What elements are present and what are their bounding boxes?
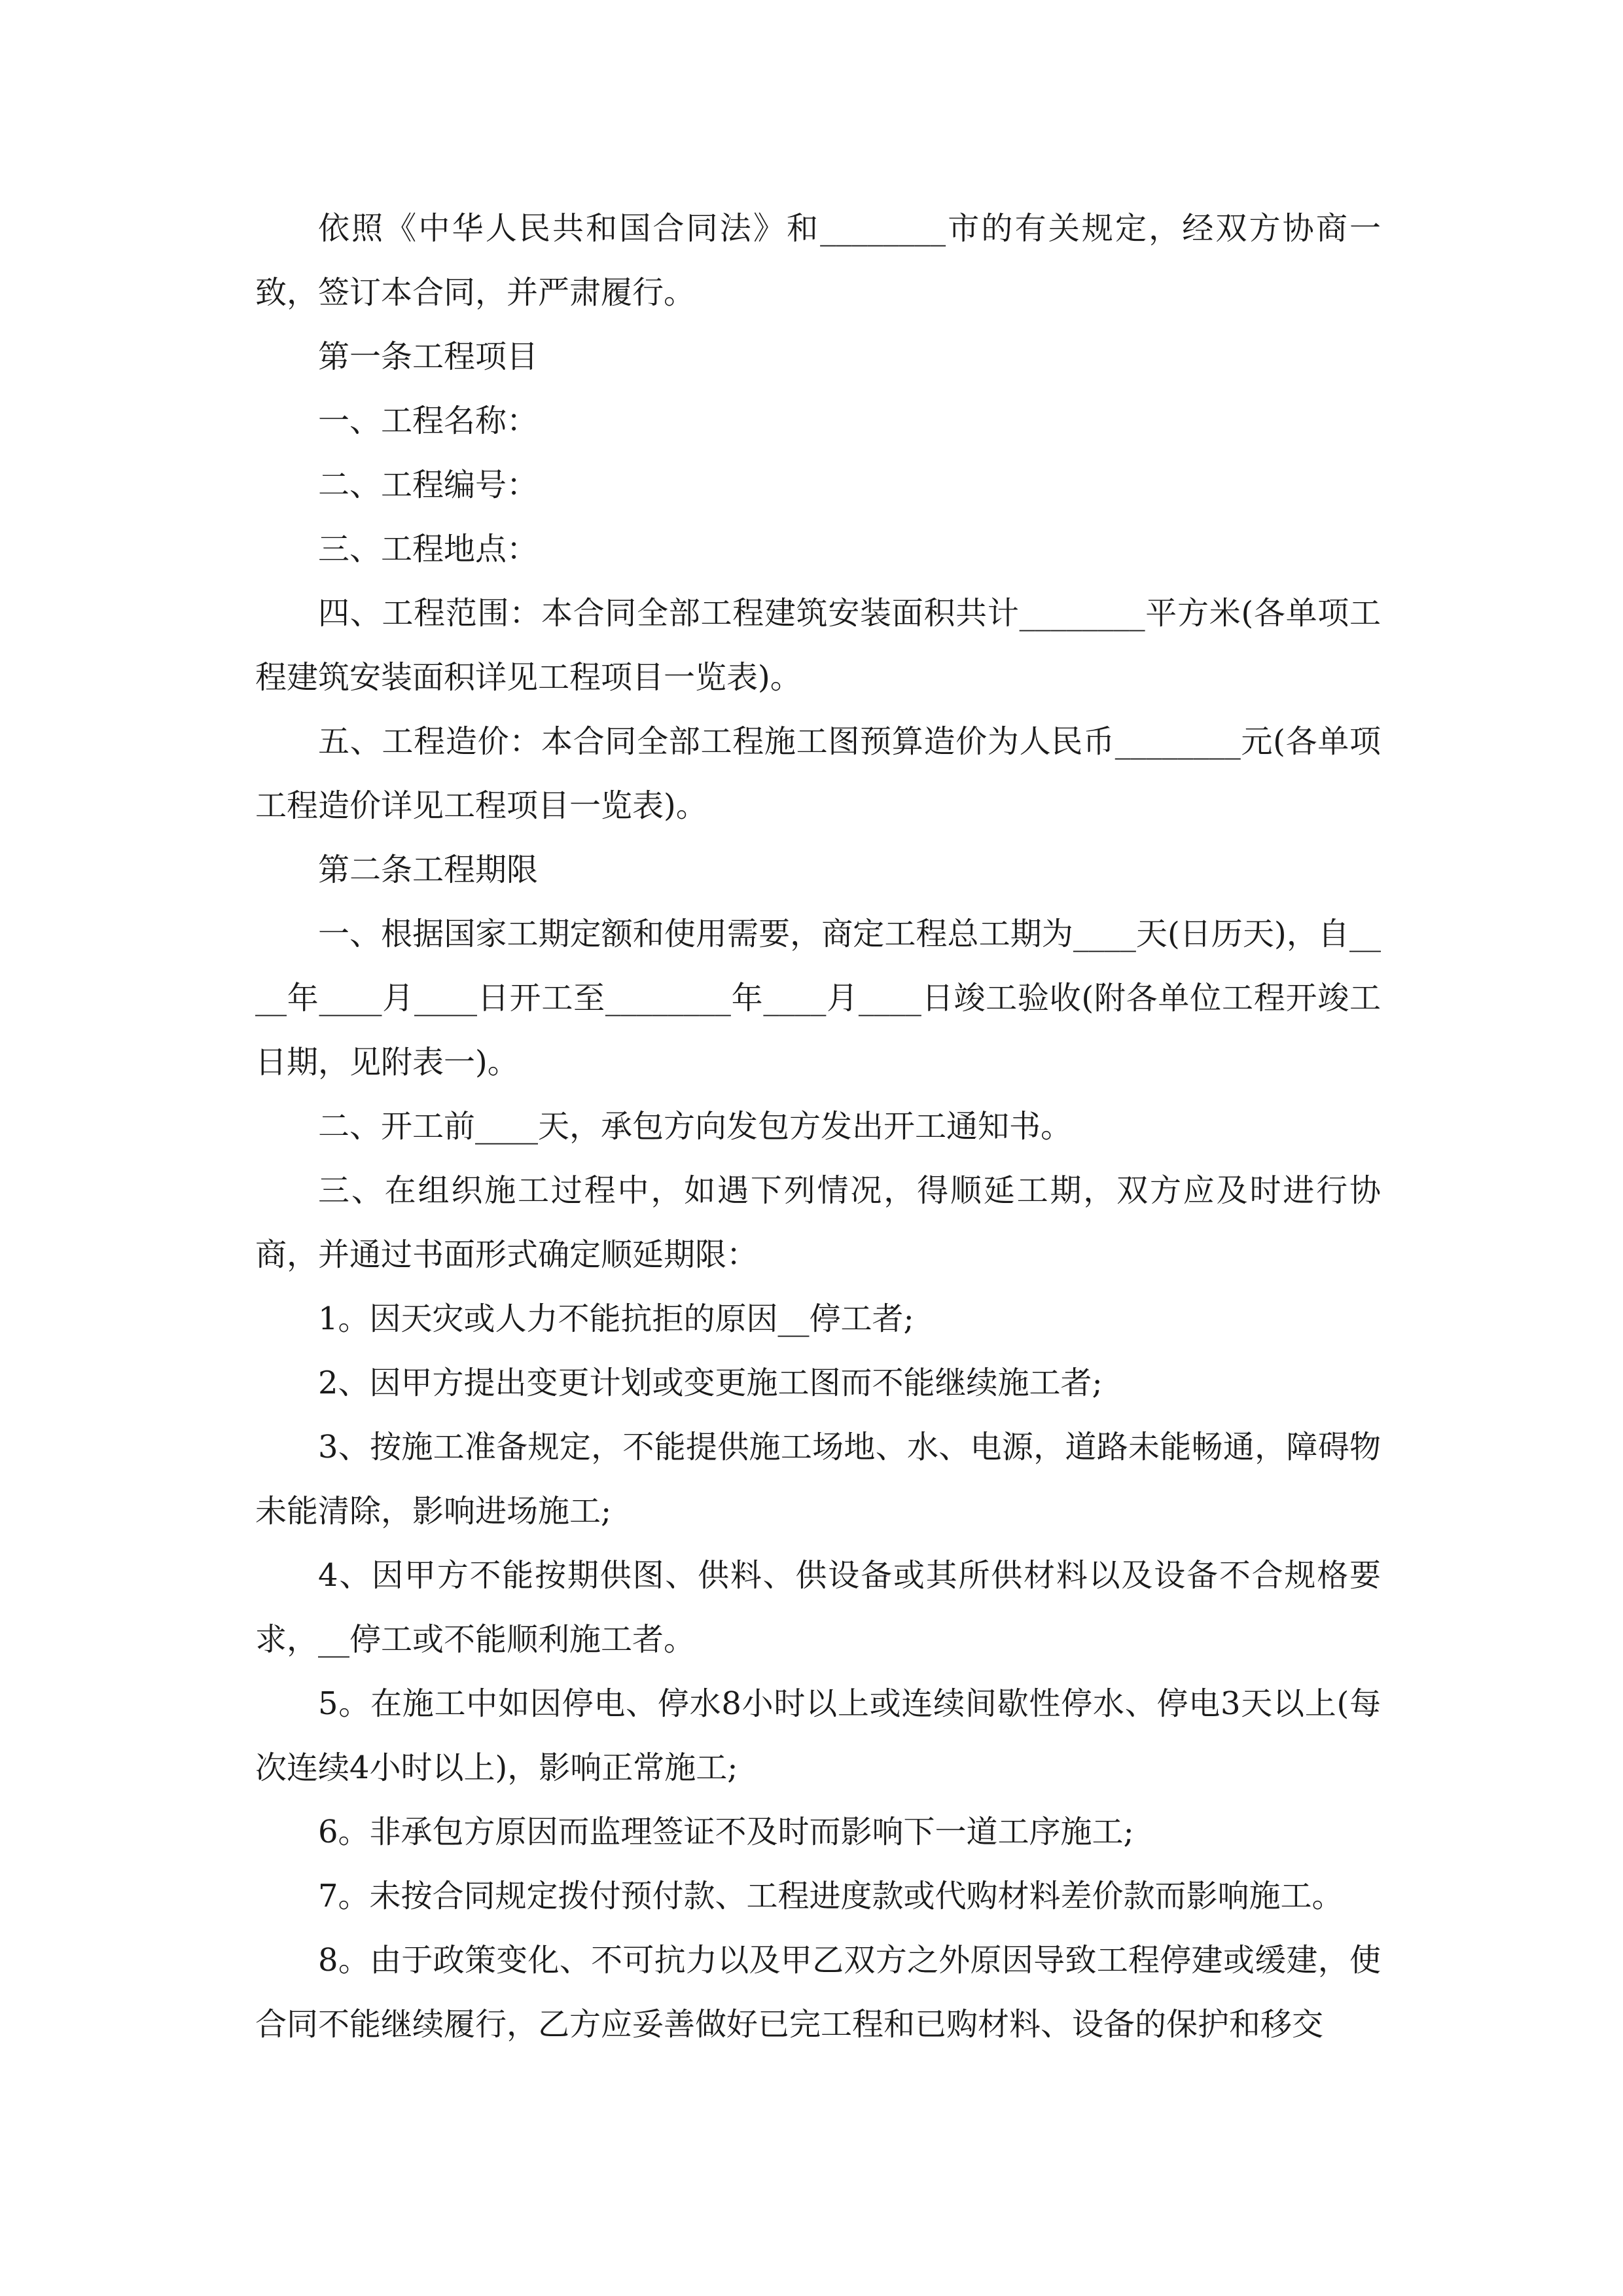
list-item: 3、按施工准备规定，不能提供施工场地、水、电源，道路未能畅通，障碍物未能清除，影响进场施工;: [255, 1429, 1381, 1530]
list-item: 4、因甲方不能按期供图、供料、供设备或其所供材料以及设备不合规格要求，__停工或不能顺利施工者。: [255, 1557, 1381, 1658]
duration-paragraph: 一、根据国家工期定额和使用需要，商定工程总工期为____天(日历天)，自____年____月____日开工至________年____月____日竣工验收(附各单位工程开竣工日期，见附表一)。: [255, 916, 1381, 1081]
notice-paragraph: 二、开工前____天，承包方向发包方发出开工通知书。: [318, 1108, 1073, 1145]
list-item: 6。非承包方原因而监理签证不及时而影响下一道工序施工;: [318, 1814, 1134, 1850]
article-2-heading: 第二条工程期限: [318, 852, 539, 888]
extension-paragraph: 三、在组织施工过程中，如遇下列情况，得顺延工期，双方应及时进行协商，并通过书面形式确定顺延期限：: [255, 1172, 1381, 1273]
project-number-line: 二、工程编号：: [318, 467, 539, 503]
document-body: [255, 196, 1381, 2056]
list-item: 1。因天灾或人力不能抗拒的原因__停工者;: [318, 1300, 914, 1337]
intro-paragraph: 依照《中华人民共和国合同法》和________市的有关规定，经双方协商一致，签订本合同，并严肃履行。: [255, 210, 1381, 311]
project-name-line: 一、工程名称：: [318, 403, 539, 439]
project-location-line: 三、工程地点：: [318, 531, 539, 567]
project-scope-paragraph: 四、工程范围：本合同全部工程建筑安装面积共计________平方米(各单项工程建筑安装面积详见工程项目一览表)。: [255, 595, 1381, 696]
project-cost-paragraph: 五、工程造价：本合同全部工程施工图预算造价为人民币________元(各单项工程造价详见工程项目一览表)。: [255, 723, 1381, 824]
article-1-heading: 第一条工程项目: [318, 338, 539, 375]
list-item: 8。由于政策变化、不可抗力以及甲乙双方之外原因导致工程停建或缓建，使合同不能继续履行，乙方应妥善做好已完工程和已购材料、设备的保护和移交: [255, 1942, 1381, 2043]
list-item: 7。未按合同规定拨付预付款、工程进度款或代购材料差价款而影响施工。: [318, 1878, 1344, 1914]
list-item: 2、因甲方提出变更计划或变更施工图而不能继续施工者;: [318, 1365, 1103, 1401]
list-item: 5。在施工中如因停电、停水8小时以上或连续间歇性停水、停电3天以上(每次连续4小时以上)，影响正常施工;: [255, 1685, 1381, 1786]
